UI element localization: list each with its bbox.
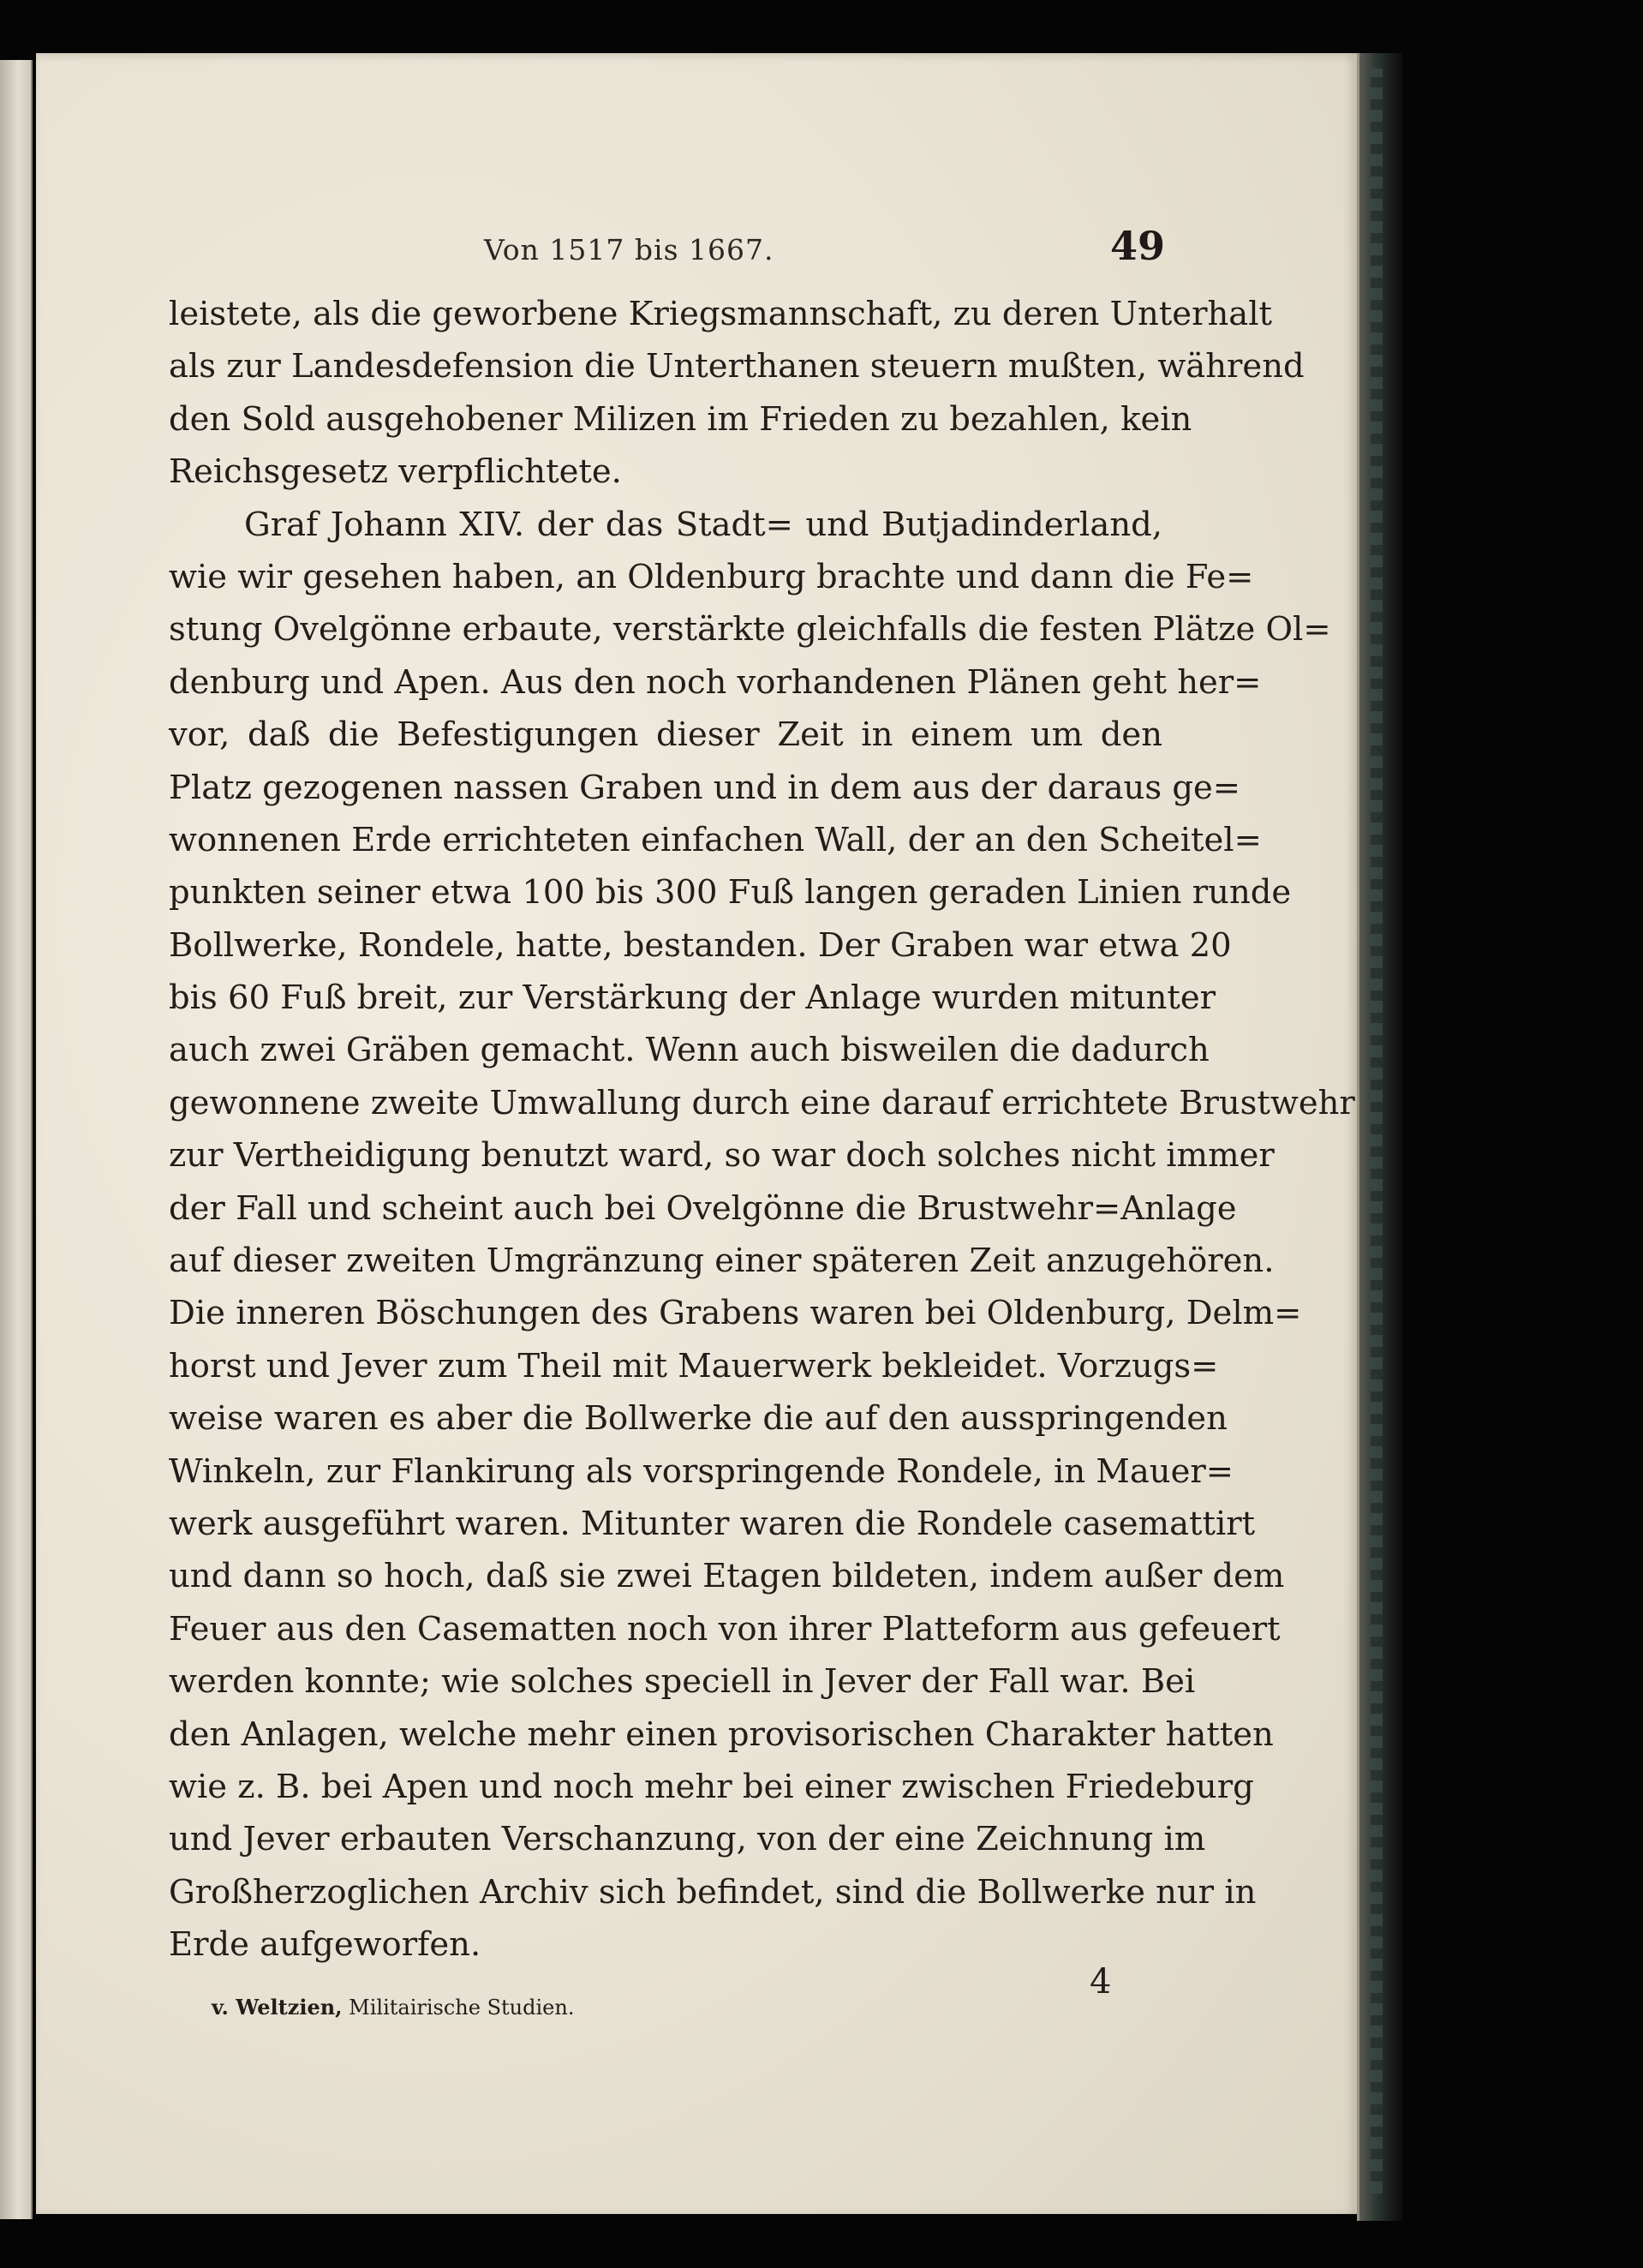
text-line: Graf Johann XIV. der das Stadt= und Butjadinderland, [244, 505, 1162, 544]
text-line: Winkeln, zur Flankirung als vorspringende Rondele, in Mauer= [169, 1451, 1234, 1491]
text-line: bis 60 Fuß breit, zur Verstärkung der Anlage wurden mitunter [169, 978, 1216, 1018]
text-line: zur Vertheidigung benutzt ward, so war doch solches nicht immer [169, 1136, 1275, 1176]
text-line: punkten seiner etwa 100 bis 300 Fuß langen geraden Linien runde [169, 873, 1292, 913]
text-line: wie wir gesehen haben, an Oldenburg brachte und dann die Fe= [169, 557, 1254, 596]
text-line: Reichsgesetz verpflichtete. [169, 452, 622, 492]
footer-author: v. Weltzien, [212, 1995, 343, 2020]
text-line: denburg und Apen. Aus den noch vorhandenen Plänen geht her= [169, 662, 1262, 702]
cover-texture [1371, 69, 1383, 2193]
text-line: Feuer aus den Casematten noch von ihrer Platteform aus gefeuert [169, 1609, 1281, 1649]
text-line: den Anlagen, welche mehr einen provisorischen Charakter hatten [169, 1714, 1274, 1754]
footer-work: Militairische Studien. [349, 1996, 575, 2020]
text-line: und Jever erbauten Verschanzung, von der eine Zeichnung im [169, 1820, 1206, 1859]
running-title: Von 1517 bis 1667. [484, 233, 774, 266]
text-line: Erde aufgeworfen. [169, 1925, 481, 1965]
text-line: Bollwerke, Rondele, hatte, bestanden. Der Graben war etwa 20 [169, 925, 1232, 965]
text-line: wonnenen Erde errichteten einfachen Wall, der an den Scheitel= [169, 820, 1262, 859]
text-line: Die inneren Böschungen des Grabens waren bei Oldenburg, Delm= [169, 1294, 1302, 1333]
text-line: auf dieser zweiten Umgränzung einer späteren Zeit anzugehören. [169, 1242, 1275, 1281]
text-line: Platz gezogenen nassen Graben und in dem aus der daraus ge= [169, 768, 1241, 807]
text-line: den Sold ausgehobener Milizen im Frieden zu bezahlen, kein [169, 399, 1192, 439]
text-line: gewonnene zweite Umwallung durch eine darauf errichtete Brustwehr [169, 1083, 1355, 1122]
printer-signature: 4 [1090, 1962, 1112, 2002]
text-line: Großherzoglichen Archiv sich befindet, sind die Bollwerke nur in [169, 1872, 1257, 1912]
text-line: als zur Landesdefension die Unterthanen steuern mußten, während [169, 347, 1305, 386]
adjacent-page-edge [0, 60, 33, 2219]
text-line: der Fall und scheint auch bei Ovelgönne die Brustwehr=Anlage [169, 1188, 1237, 1228]
text-line: horst und Jever zum Theil mit Mauerwerk bekleidet. Vorzugs= [169, 1346, 1219, 1385]
page-number: 49 [1109, 223, 1165, 269]
text-line: und dann so hoch, daß sie zwei Etagen bildeten, indem außer dem [169, 1557, 1285, 1596]
page-footer [169, 1962, 1162, 2031]
text-line: werden konnte; wie solches speciell in Jever der Fall war. Bei [169, 1662, 1196, 1702]
body-text [169, 288, 1355, 1972]
text-line: stung Ovelgönne erbaute, verstärkte gleichfalls die festen Plätze Ol= [169, 610, 1331, 649]
text-line: weise waren es aber die Bollwerke die auf den ausspringenden [169, 1399, 1228, 1439]
text-line: werk ausgeführt waren. Mitunter waren die Rondele casemattirt [169, 1504, 1256, 1543]
text-line: auch zwei Gräben gemacht. Wenn auch bisweilen die dadurch [169, 1031, 1210, 1070]
text-line: wie z. B. bei Apen und noch mehr bei einer zwischen Friedeburg [169, 1767, 1254, 1806]
footer-imprint [212, 1995, 574, 2020]
text-line: leistete, als die geworbene Kriegsmannschaft, zu deren Unterhalt [169, 295, 1273, 333]
page-header [167, 224, 1174, 284]
text-line: vor, daß die Befestigungen dieser Zeit in einem um den [169, 715, 1162, 755]
